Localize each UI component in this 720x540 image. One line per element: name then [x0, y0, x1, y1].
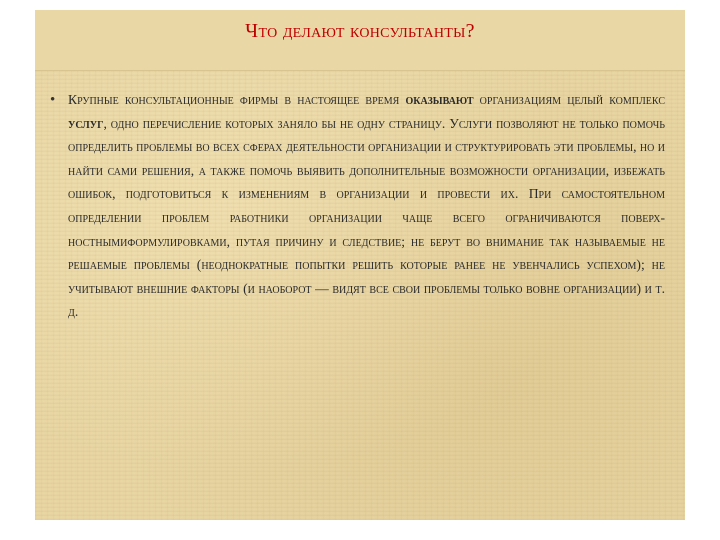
paragraph-text-part1: Крупные консультационные фирмы в настоящее время: [68, 92, 406, 107]
bullet-marker: •: [50, 92, 56, 108]
paragraph-bold-word-2: услуг: [68, 115, 104, 131]
paragraph-text-part2: организациям целый комплекс: [473, 92, 665, 107]
body-paragraph: [68, 88, 665, 324]
paragraph-text-part3: , одно перечисление которых заняло бы не одну страницу. Услуги позволяют не только помочь определить проблемы во всех сферах деятельности организации и структурировать эти проблемы, но и найти сами решения, а также помочь выявить дополнительные возможности организации, избежать ошибок, подготовиться к изменениям в организации и провести их. При самостоятельном определении проблем работники организации чаще всего ограничиваются поверх-ностнымиформулировками, путая причину и следствие; не берут во внимание так называемые не решаемые проблемы (неоднократные попытки решить которые ранее не увенчались успехом); не учитывают внешние факторы (и наоборот — видят все свои проблемы только вовне организации) и т. д.: [68, 115, 665, 320]
title-band: [35, 10, 685, 71]
paragraph-bold-word-1: оказывают: [405, 92, 474, 107]
slide-title: Что делают консультанты?: [245, 20, 475, 42]
slide-canvas: [35, 10, 685, 520]
